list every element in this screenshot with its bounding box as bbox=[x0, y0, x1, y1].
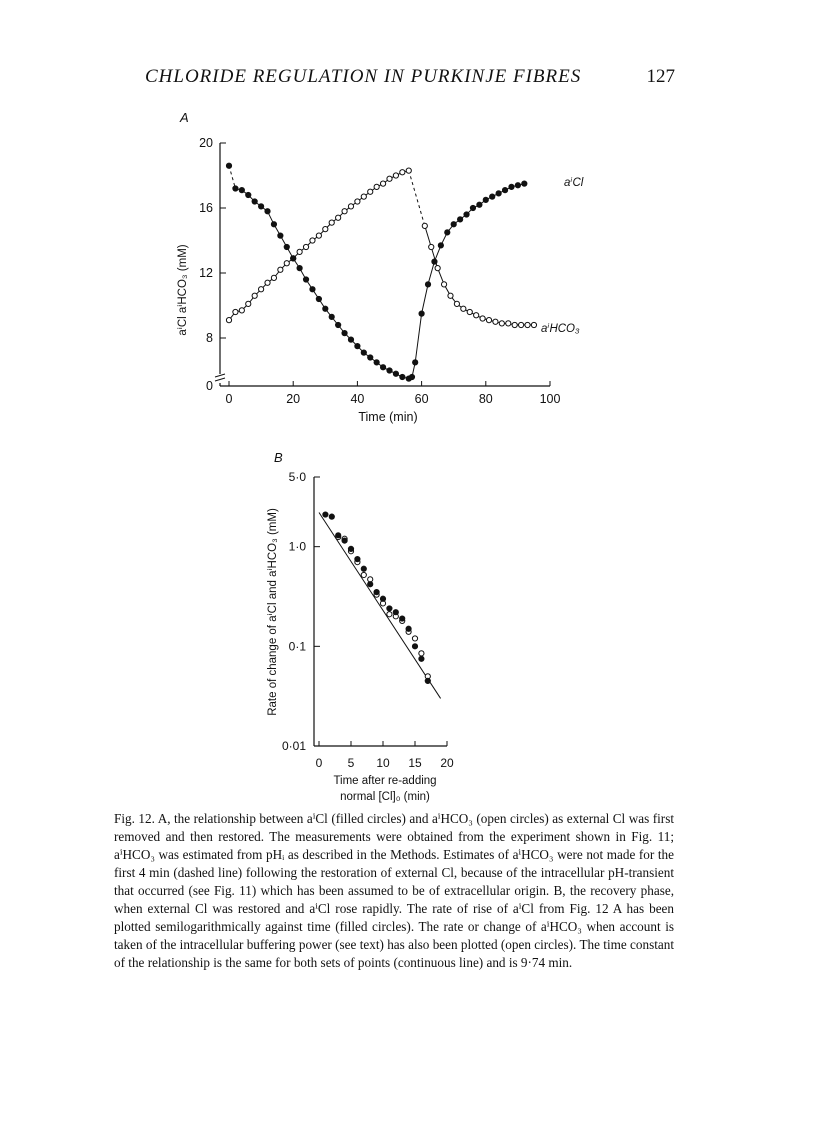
running-title: CHLORIDE REGULATION IN PURKINJE FIBRES bbox=[145, 66, 582, 87]
figure-b-y-tick-label: 0·1 bbox=[288, 639, 306, 654]
figure-b-point-hco3 bbox=[387, 612, 392, 617]
figure-b-x-tick-label: 15 bbox=[408, 756, 422, 770]
figure-b-x-tick-label: 20 bbox=[440, 756, 454, 770]
figure-a-ylabel: aⁱCl aⁱHCO₃ (mM) bbox=[177, 244, 189, 336]
figure-b-point-cl bbox=[419, 656, 425, 662]
figure-a-x-tick-label: 100 bbox=[539, 392, 561, 406]
figure-b-xlabel-line1: Time after re-adding bbox=[333, 775, 437, 787]
figure-b-point-cl bbox=[412, 644, 418, 650]
figure-b-lines bbox=[319, 513, 441, 699]
figure-a-series-label-hco3: aⁱHCO₃ bbox=[541, 323, 580, 335]
figure-b-point-cl bbox=[348, 546, 354, 552]
figure-a-x-tick-label: 20 bbox=[286, 392, 301, 406]
figure-a-y-tick-label: 16 bbox=[199, 201, 213, 215]
figure-b-point-hco3 bbox=[361, 572, 366, 577]
figure-a-x-tick-label: 60 bbox=[414, 392, 429, 406]
figure-b-point-cl bbox=[399, 616, 405, 622]
figure-b-ticks bbox=[282, 470, 454, 770]
figure-a-panel-label: A bbox=[180, 110, 189, 125]
figure-b-point-cl bbox=[323, 512, 329, 518]
page-number: 127 bbox=[646, 66, 675, 87]
figure-b-x-tick-label: 5 bbox=[347, 756, 355, 770]
figure-b-xlabel-line2: normal [Cl]₀ (min) bbox=[340, 791, 430, 803]
figure-b-point-cl bbox=[329, 514, 335, 520]
figure-b-y-tick-label: 0·01 bbox=[281, 739, 306, 753]
figure-b-point-cl bbox=[342, 538, 348, 544]
figure-b-y-tick-label: 1·0 bbox=[288, 539, 306, 554]
figure-a-y-tick-label: 8 bbox=[206, 331, 213, 345]
figure-b-point-cl bbox=[374, 589, 380, 595]
figure-caption bbox=[114, 810, 674, 972]
figure-b-ylabel: Rate of change of aⁱCl and aⁱHCO₃ (mM) bbox=[267, 508, 279, 716]
figure-a-x-tick-label: 80 bbox=[478, 392, 493, 406]
figure-b-point-cl bbox=[367, 581, 373, 587]
figure-b-point-cl bbox=[335, 533, 341, 539]
figure-a-x-tick-label: 40 bbox=[350, 392, 365, 406]
figure-b-panel-label: B bbox=[274, 450, 283, 465]
figure-b-point-cl bbox=[406, 626, 412, 632]
figure-b-x-tick-label: 10 bbox=[376, 756, 390, 770]
figure-b-y-tick-label: 5·0 bbox=[288, 470, 306, 484]
figure-b-point-cl bbox=[355, 556, 361, 562]
figure-b-point-hco3 bbox=[419, 651, 424, 656]
caption-figure-number: Fig. 12. bbox=[114, 811, 155, 826]
figure-a-y-tick-label: 12 bbox=[199, 266, 213, 280]
figure-a-x-tick-label: 0 bbox=[225, 392, 233, 406]
figure-a-y-tick-label: 20 bbox=[199, 136, 213, 150]
figure-b-fit-line bbox=[319, 513, 441, 699]
figure-b-point-hco3 bbox=[412, 636, 417, 641]
figure-b-point-cl bbox=[361, 566, 367, 572]
caption-text: A, the relationship between aⁱCl (filled circles) and aⁱHCO₃ (open circles) as external Cl was first removed and then restored. The measurements were obtained from the experiment shown in Fig. 11; aⁱHCO₃ was estimated from pHᵢ as described in the Methods. Estimates of aⁱHCO₃ were not made for the first 4 min (dashed line) following the restoration of external Cl, because of the intracellular pH-transient that occurred (see Fig. 11) which has been assumed to be of extracellular origin. B, the recovery phase, when external Cl was restored and aⁱCl rose rapidly. The rate of rise of aⁱCl from Fig. 12 A has been plotted semilogarithmically against time (filled circles). The rate or change of aⁱHCO₃ when account is taken of the intracellular buffering power (see text) has also been plotted (open circles). The time constant of the relationship is the same for both sets of points (continuous line) and is 9·74 min. bbox=[114, 811, 674, 970]
figure-b-point-cl bbox=[387, 606, 393, 612]
figure-a-xlabel: Time (min) bbox=[358, 410, 418, 424]
figure-b-x-tick-label: 0 bbox=[315, 756, 323, 770]
figure-a-series-label-cl: aⁱCl bbox=[564, 177, 584, 189]
figure-b-point-cl bbox=[425, 678, 431, 684]
figure-b-point-cl bbox=[380, 596, 386, 602]
figure-b-point-cl bbox=[393, 609, 399, 615]
figure-a-y-tick-label: 0 bbox=[206, 379, 213, 393]
